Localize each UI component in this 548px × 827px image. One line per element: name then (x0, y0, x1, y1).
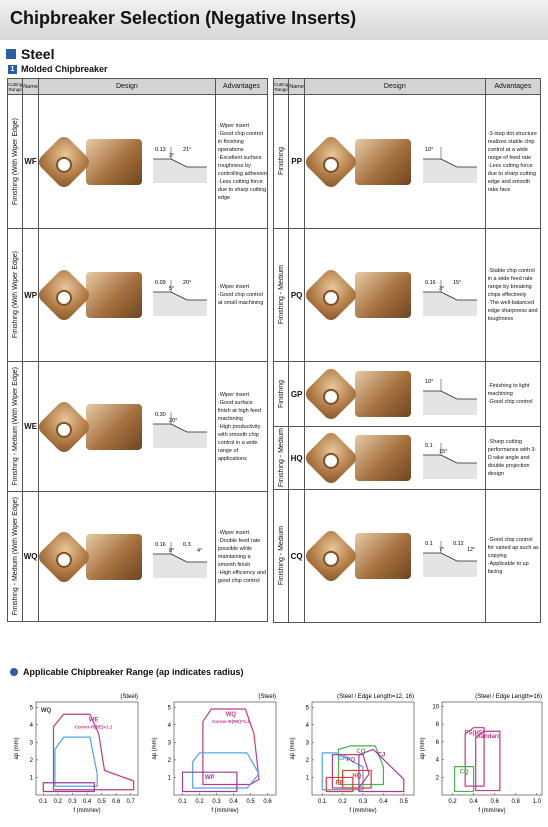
edge-profile-diagram (419, 137, 481, 187)
x-tick-label: 0.1 (39, 799, 48, 805)
section-marker-icon (6, 49, 16, 59)
charts-title: Applicable Chipbreaker Range (ap indicates radius) (23, 667, 244, 677)
edge-profile-diagram (149, 402, 211, 452)
advantages-text: ·Sharp cutting performance with 3-D rake angle and double projection design (487, 439, 537, 477)
edge-profile-diagram (419, 531, 481, 581)
dimension-label: 0.3 (182, 541, 191, 548)
page-title: Chipbreaker Selection (Negative Inserts) (10, 8, 357, 28)
section-heading (6, 46, 54, 62)
x-axis-label: f (mm/rev) (349, 808, 377, 814)
section-label: Steel (21, 46, 55, 62)
subsection-heading (8, 64, 108, 74)
series-label: WQ (225, 712, 237, 719)
y-axis-label: ap (mm) (290, 737, 296, 760)
insert-image (36, 133, 93, 190)
y-tick-label: 2 (435, 775, 439, 782)
table-row (8, 95, 268, 229)
edge-profile-diagram (419, 369, 481, 419)
y-tick-label: 4 (305, 722, 309, 729)
edge-profile-diagram (149, 270, 211, 320)
insert-image (303, 366, 360, 423)
design-cell (304, 490, 485, 623)
advantages-cell (485, 490, 540, 623)
y-tick-label: 4 (435, 757, 439, 764)
dimension-label: 20° (168, 417, 178, 424)
profile-fill (153, 424, 207, 448)
cutting-range-label: Finishing - Medium (With Wiper Edge) (11, 497, 19, 616)
dimension-label: 0.16 (154, 541, 166, 548)
advantages-cell (485, 95, 540, 229)
series-label: HQ (352, 773, 362, 780)
cutting-range-label: Finishing - Medium (277, 428, 285, 488)
edge-profile-wrapper (419, 433, 481, 483)
insert-image (303, 267, 360, 324)
x-tick-label: 0.2 (448, 799, 457, 805)
y-tick-label: 3 (305, 740, 309, 747)
subsection-number: 1 (8, 65, 17, 74)
range-chart-1 (12, 690, 142, 825)
x-tick-label: 0.6 (111, 799, 121, 805)
cutting-edge-photo (355, 533, 411, 579)
dimension-label: 0.1 (424, 541, 433, 547)
dimension-label: 0.30 (154, 411, 166, 418)
series-label: WE (88, 717, 99, 724)
x-tick-label: 1.0 (532, 799, 541, 805)
x-tick-label: 0.5 (246, 799, 255, 805)
y-axis-label: ap (mm) (152, 737, 158, 760)
x-tick-label: 0.1 (318, 799, 327, 805)
range-chart-3 (288, 690, 418, 825)
table-row (274, 427, 541, 490)
table-row (8, 362, 268, 492)
cutting-range-cell (274, 95, 289, 229)
y-tick-label: 1 (29, 775, 33, 782)
design-cell (304, 95, 485, 229)
insert-image (36, 528, 93, 585)
advantages-cell (215, 362, 267, 492)
dimension-label: 0.16 (424, 280, 436, 286)
chipbreaker-name: HQ (289, 427, 305, 490)
dimension-label: 15° (438, 449, 448, 455)
cutting-range-cell (8, 362, 23, 492)
advantages-text: ·Wiper insert ·Good chip control in finishing operations ·Excellent surface roughness by controlling adhesion ·Less cutting force due to sharp cutting edge (217, 122, 267, 201)
cutting-edge-photo (355, 139, 411, 185)
dimension-label: 8° (168, 547, 175, 554)
dimension-label: 0.09 (154, 280, 166, 286)
table-row (274, 229, 541, 362)
cutting-range-label: Finishing (With Wiper Edge) (11, 251, 19, 339)
series-label: GP (338, 755, 347, 762)
profile-fill (423, 292, 477, 316)
dimension-label: 21° (182, 146, 192, 153)
series-label: PP (335, 780, 344, 787)
plot-area (36, 702, 138, 795)
x-tick-label: 0.4 (379, 799, 388, 805)
x-tick-label: 0.3 (358, 799, 368, 805)
dimension-label: 0.13 (154, 146, 166, 153)
x-tick-label: 0.7 (126, 799, 135, 805)
edge-profile-wrapper (419, 369, 481, 419)
advantages-cell (215, 492, 267, 622)
x-tick-label: 0.2 (195, 799, 204, 805)
dimension-label: 3° (438, 286, 444, 292)
profile-fill (153, 159, 207, 183)
dimension-label: 15° (452, 280, 462, 286)
advantages-cell (215, 95, 267, 229)
insert-image (303, 133, 360, 190)
header-design: Design (38, 79, 215, 95)
series-label: WP (204, 775, 215, 782)
chipbreaker-name: GP (289, 362, 305, 427)
advantages-cell (485, 362, 540, 427)
charts-heading (10, 667, 244, 677)
design-cell (304, 427, 485, 490)
series-label: Standard (474, 734, 501, 741)
range-chart-2 (150, 690, 280, 825)
chipbreaker-name: CQ (289, 490, 305, 623)
dimension-label: 10° (424, 379, 434, 385)
advantages-text: ·Wiper insert ·Good chip control at small machining (217, 284, 264, 306)
design-cell (38, 492, 215, 622)
range-chart-4 (418, 690, 546, 825)
dimension-label: 12° (466, 547, 476, 553)
cutting-range-label: Finishing - Medium (277, 265, 285, 325)
advantages-text: ·Finishing to light machining ·Good chip control (487, 383, 533, 405)
header-design: Design (304, 79, 485, 95)
profile-fill (153, 292, 207, 316)
x-axis-label: f (mm/rev) (211, 808, 239, 814)
cutting-range-cell (274, 229, 289, 362)
cutting-range-cell (274, 362, 289, 427)
chart-note: (Steel) (120, 694, 138, 700)
cutting-range-label: Finishing (277, 147, 285, 176)
y-tick-label: 2 (167, 757, 171, 764)
dimension-label: 0.12 (452, 541, 464, 547)
insert-image (36, 398, 93, 455)
title-bar (0, 0, 548, 40)
chipbreaker-name: PP (289, 95, 305, 229)
x-tick-label: 0.5 (399, 799, 408, 805)
advantages-text: ·3-step dot structure realizes stable chip control at a wide range of feed rate ·Less cutting force due to sharp cutting edge and smooth rake face (487, 130, 537, 193)
chipbreaker-name: WQ (23, 492, 39, 622)
cutting-edge-photo (355, 435, 411, 481)
cutting-range-label: Finishing (With Wiper Edge) (11, 117, 19, 206)
edge-profile-wrapper (149, 402, 211, 452)
x-tick-label: 0.6 (490, 799, 499, 805)
dimension-label: 5° (168, 286, 175, 292)
y-axis-label: ap (mm) (14, 737, 20, 760)
series-label: PS(HS) (464, 730, 485, 737)
advantages-cell (485, 229, 540, 362)
x-tick-label: 0.3 (68, 799, 77, 805)
insert-image (36, 267, 93, 324)
y-tick-label: 1 (167, 775, 171, 782)
cutting-edge-photo (86, 272, 142, 318)
cutting-edge-photo (86, 139, 142, 185)
bullet-icon (10, 668, 18, 676)
edge-profile-wrapper (149, 532, 211, 582)
table-row (274, 95, 541, 229)
cutting-range-cell (274, 427, 289, 490)
left-chipbreaker-table (7, 78, 268, 622)
series-label: PQ (346, 757, 356, 764)
design-cell (38, 362, 215, 492)
profile-fill (423, 159, 477, 183)
x-tick-label: 0.3 (212, 799, 221, 805)
series-label: Corner-R(RE)=1.2 (74, 724, 113, 730)
advantages-cell (215, 229, 267, 362)
dimension-label: 7° (438, 547, 444, 553)
edge-profile-diagram (419, 270, 481, 320)
advantages-cell (485, 427, 540, 490)
dimension-label: 0.1 (424, 443, 433, 449)
table-row (8, 229, 268, 362)
right-chipbreaker-table (273, 78, 541, 623)
design-cell (38, 95, 215, 229)
series-label: CQ (459, 769, 469, 776)
advantages-text: ·Good chip control for varied ap such as copying ·Applicable to up facing (487, 537, 539, 575)
profile-fill (423, 455, 477, 479)
header-range: Cutting Range (274, 79, 289, 95)
cutting-range-label: Finishing (277, 379, 285, 408)
design-cell (304, 229, 485, 362)
x-tick-label: 0.1 (178, 799, 187, 805)
table-row (274, 362, 541, 427)
x-axis-label: f (mm/rev) (73, 808, 101, 814)
y-tick-label: 3 (29, 740, 33, 747)
profile-fill (423, 553, 477, 577)
header-name: Name (289, 79, 305, 95)
edge-profile-wrapper (419, 270, 481, 320)
cutting-edge-photo (86, 404, 142, 450)
series-label: CJ (377, 752, 386, 759)
y-tick-label: 10 (432, 704, 439, 711)
chart-note: (Steel) (258, 694, 276, 700)
cutting-edge-photo (355, 272, 411, 318)
x-tick-label: 0.6 (263, 799, 272, 805)
y-tick-label: 8 (435, 722, 439, 729)
dimension-label: 3° (168, 152, 175, 159)
header-name: Name (23, 79, 39, 95)
y-tick-label: 2 (29, 757, 33, 764)
x-tick-label: 0.4 (229, 799, 238, 805)
y-tick-label: 5 (167, 705, 171, 712)
edge-profile-diagram (419, 433, 481, 483)
y-tick-label: 1 (305, 775, 309, 782)
chipbreaker-name: WP (23, 229, 39, 362)
y-tick-label: 6 (435, 739, 439, 746)
y-tick-label: 4 (167, 722, 171, 729)
y-tick-label: 4 (29, 722, 33, 729)
cutting-edge-photo (355, 371, 411, 417)
x-tick-label: 0.4 (469, 799, 478, 805)
subsection-label: Molded Chipbreaker (21, 64, 108, 74)
chipbreaker-name: WF (23, 95, 39, 229)
table-row (8, 492, 268, 622)
edge-profile-diagram (149, 532, 211, 582)
design-cell (304, 362, 485, 427)
x-tick-label: 0.4 (82, 799, 92, 805)
chart-note: (Steel / Edge Length=16) (475, 694, 542, 700)
design-cell (38, 229, 215, 362)
edge-profile-wrapper (149, 137, 211, 187)
header-range: Cutting Range (8, 79, 23, 95)
chipbreaker-name: WE (23, 362, 39, 492)
y-tick-label: 3 (167, 740, 171, 747)
cutting-range-cell (274, 490, 289, 623)
profile-fill (423, 391, 477, 415)
profile-fill (153, 554, 207, 578)
edge-profile-diagram (149, 137, 211, 187)
insert-image (303, 430, 360, 487)
x-axis-label: f (mm/rev) (478, 808, 506, 814)
edge-profile-wrapper (149, 270, 211, 320)
header-advantages: Advantages (485, 79, 540, 95)
cutting-edge-photo (86, 534, 142, 580)
advantages-text: ·Wiper insert ·Good surface finish at high feed machining ·High productivity with smooth chip control in a wide range of applications (217, 391, 261, 462)
plot-area (442, 702, 542, 795)
x-tick-label: 0.8 (511, 799, 520, 805)
y-tick-label: 2 (305, 757, 309, 764)
cutting-range-cell (8, 229, 23, 362)
series-label: CQ (356, 748, 366, 755)
x-tick-label: 0.2 (53, 799, 63, 805)
cutting-range-cell (8, 95, 23, 229)
dimension-label: 4° (196, 547, 203, 554)
y-axis-label: ap (mm) (420, 737, 426, 760)
x-tick-label: 0.2 (338, 799, 347, 805)
cutting-range-label: Finishing - Medium (With Wiper Edge) (11, 367, 19, 486)
dimension-label: 10° (424, 146, 434, 153)
edge-profile-wrapper (419, 137, 481, 187)
cutting-range-cell (8, 492, 23, 622)
x-tick-label: 0.5 (97, 799, 106, 805)
insert-image (303, 528, 360, 585)
series-label: WQ (40, 708, 52, 714)
edge-profile-wrapper (419, 531, 481, 581)
series-label: Corner-R(RE)=1.2 (212, 719, 250, 725)
table-row (274, 490, 541, 623)
chipbreaker-name: PQ (289, 229, 305, 362)
advantages-text: ·Stable chip control in a wide feed rate range by breaking chips effectively ·The well-balanced edge sharpness and toughness (487, 268, 538, 322)
advantages-text: ·Wiper insert ·Double feed rate possible while maintaining a smooth finish ·High efficiency and good chip control (217, 529, 267, 584)
chart-note: (Steel / Edge Length=12, 16) (337, 694, 414, 700)
header-advantages: Advantages (215, 79, 267, 95)
y-tick-label: 5 (29, 705, 33, 712)
y-tick-label: 5 (305, 705, 309, 712)
dimension-label: 20° (182, 280, 192, 286)
cutting-range-label: Finishing - Medium (277, 526, 285, 586)
